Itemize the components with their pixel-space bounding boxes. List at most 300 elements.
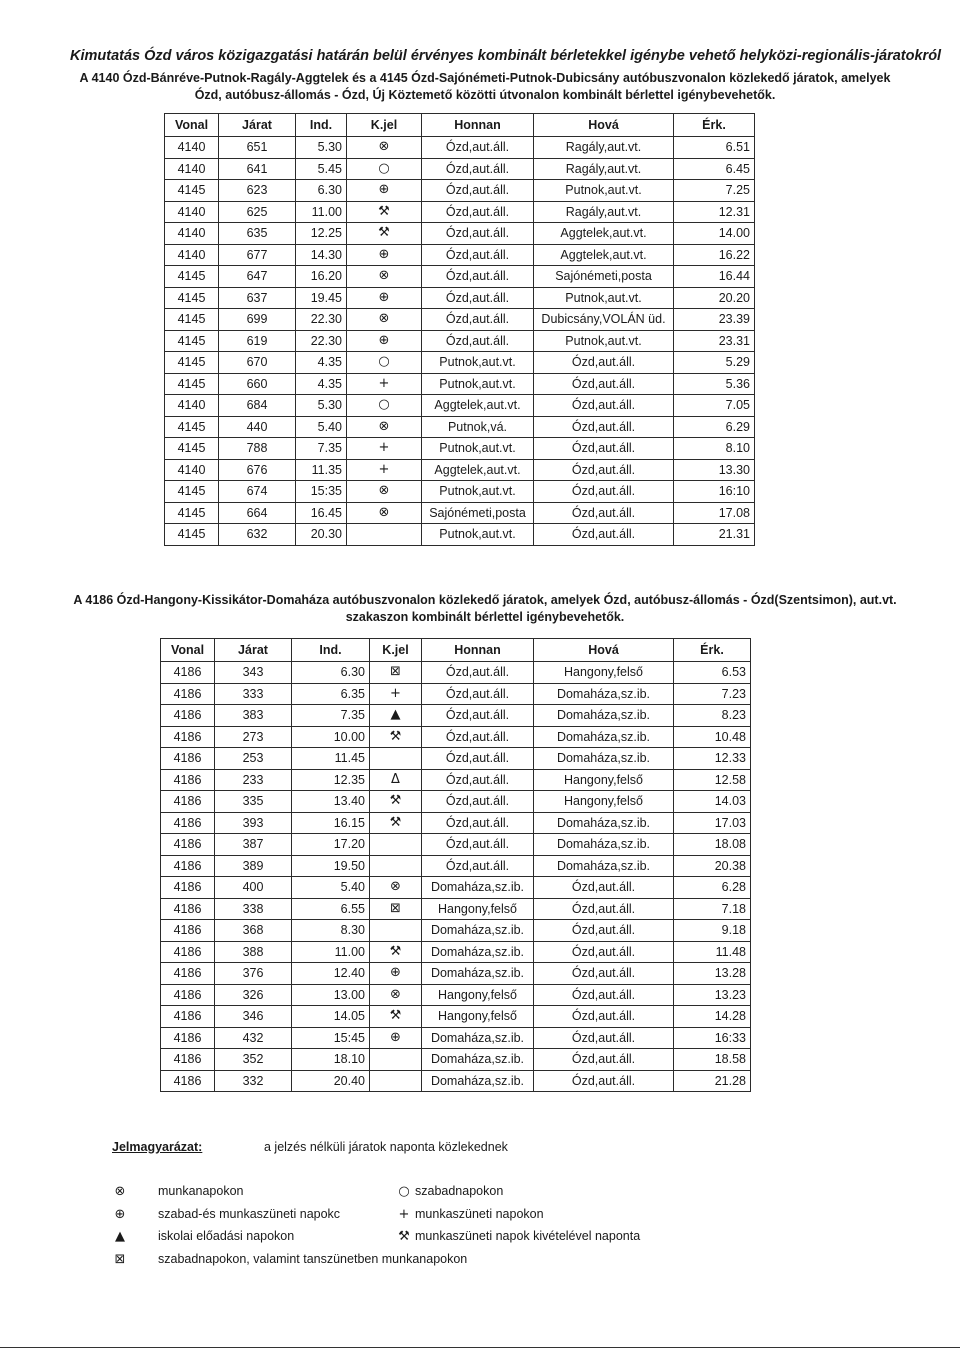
table-row bbox=[161, 748, 751, 770]
cell-ind: 12.25 bbox=[296, 223, 347, 245]
cell-hova: Ragály,aut.vt. bbox=[534, 201, 674, 223]
cell-jarat: 346 bbox=[215, 1006, 292, 1028]
cell-vonal: 4140 bbox=[165, 137, 219, 159]
table-row bbox=[165, 180, 755, 202]
cell-ind: 15:35 bbox=[296, 481, 347, 503]
cell-vonal: 4145 bbox=[165, 352, 219, 374]
cell-hova: Putnok,aut.vt. bbox=[534, 330, 674, 352]
cell-hova: Domaháza,sz.ib. bbox=[534, 705, 674, 727]
cell-vonal: 4145 bbox=[165, 266, 219, 288]
cell-hova: Ózd,aut.áll. bbox=[534, 920, 674, 942]
cell-jarat: 273 bbox=[215, 726, 292, 748]
cell-vonal: 4145 bbox=[165, 373, 219, 395]
cell-kjel bbox=[370, 1070, 422, 1092]
cell-kjel bbox=[370, 834, 422, 856]
cell-kjel: ▲ bbox=[370, 705, 422, 727]
cell-kjel: ⚒ bbox=[347, 223, 422, 245]
cell-vonal: 4186 bbox=[161, 769, 215, 791]
cell-honnan: Putnok,vá. bbox=[422, 416, 534, 438]
cell-kjel: ⚒ bbox=[370, 812, 422, 834]
cell-erk: 13.23 bbox=[674, 984, 751, 1006]
table-row bbox=[165, 330, 755, 352]
cell-vonal: 4186 bbox=[161, 683, 215, 705]
cell-hova: Ózd,aut.áll. bbox=[534, 963, 674, 985]
cell-jarat: 326 bbox=[215, 984, 292, 1006]
cell-ind: 22.30 bbox=[296, 330, 347, 352]
legend-text: iskolai előadási napokon bbox=[158, 1229, 295, 1243]
cell-vonal: 4140 bbox=[165, 395, 219, 417]
cell-hova: Ózd,aut.áll. bbox=[534, 481, 674, 503]
cell-honnan: Ózd,aut.áll. bbox=[422, 158, 534, 180]
cell-ind: 5.40 bbox=[296, 416, 347, 438]
cell-ind: 6.30 bbox=[296, 180, 347, 202]
table-row bbox=[165, 287, 755, 309]
cell-kjel bbox=[370, 855, 422, 877]
cell-hova: Dubicsány,VOLÁN üd. bbox=[534, 309, 674, 331]
cell-kjel: ○ bbox=[347, 352, 422, 374]
cell-erk: 7.23 bbox=[674, 683, 751, 705]
timetable-4186 bbox=[160, 638, 751, 1092]
cell-erk: 12.31 bbox=[674, 201, 755, 223]
cell-jarat: 623 bbox=[219, 180, 296, 202]
cell-ind: 18.10 bbox=[292, 1049, 370, 1071]
cell-vonal: 4186 bbox=[161, 1027, 215, 1049]
cell-vonal: 4186 bbox=[161, 963, 215, 985]
header-vonal: Vonal bbox=[165, 114, 219, 137]
cell-hova: Ózd,aut.áll. bbox=[534, 524, 674, 546]
header-ind: Ind. bbox=[292, 639, 370, 662]
cell-ind: 4.35 bbox=[296, 352, 347, 374]
cell-hova: Domaháza,sz.ib. bbox=[534, 748, 674, 770]
cell-kjel: Δ bbox=[370, 769, 422, 791]
cell-ind: 16.20 bbox=[296, 266, 347, 288]
table-row bbox=[165, 137, 755, 159]
table-row bbox=[161, 941, 751, 963]
cell-honnan: Ózd,aut.áll. bbox=[422, 748, 534, 770]
cell-vonal: 4186 bbox=[161, 920, 215, 942]
section-1-heading: A 4140 Ózd-Bánréve-Putnok-Ragály-Aggtelek és a 4145 Ózd-Sajónémeti-Putnok-Dubicsány autóbuszvonalon közlekedő járatok, amelyek Ózd, autóbusz-állomás - Ózd, Új Köztemető közötti útvonalon kombinált bérlettel igénybevehetők. bbox=[79, 71, 891, 102]
cell-honnan: Ózd,aut.áll. bbox=[422, 287, 534, 309]
cell-hova: Ózd,aut.áll. bbox=[534, 1070, 674, 1092]
cell-jarat: 670 bbox=[219, 352, 296, 374]
cell-ind: 14.05 bbox=[292, 1006, 370, 1028]
legend-note: a jelzés nélküli járatok naponta közlekednek bbox=[264, 1140, 508, 1154]
cell-hova: Ózd,aut.áll. bbox=[534, 941, 674, 963]
cell-jarat: 343 bbox=[215, 662, 292, 684]
cell-erk: 5.36 bbox=[674, 373, 755, 395]
cell-hova: Ózd,aut.áll. bbox=[534, 1049, 674, 1071]
cell-jarat: 619 bbox=[219, 330, 296, 352]
cell-vonal: 4145 bbox=[165, 330, 219, 352]
table-row bbox=[161, 1070, 751, 1092]
cell-ind: 17.20 bbox=[292, 834, 370, 856]
cell-jarat: 651 bbox=[219, 137, 296, 159]
cell-jarat: 400 bbox=[215, 877, 292, 899]
table-row bbox=[165, 459, 755, 481]
cell-ind: 11.00 bbox=[292, 941, 370, 963]
table-row bbox=[165, 244, 755, 266]
cell-vonal: 4186 bbox=[161, 1070, 215, 1092]
cell-jarat: 676 bbox=[219, 459, 296, 481]
cell-ind: 19.45 bbox=[296, 287, 347, 309]
cell-vonal: 4186 bbox=[161, 812, 215, 834]
cell-jarat: 788 bbox=[219, 438, 296, 460]
cell-erk: 16.44 bbox=[674, 266, 755, 288]
cell-jarat: 674 bbox=[219, 481, 296, 503]
header-honnan: Honnan bbox=[422, 114, 534, 137]
header-erk: Érk. bbox=[674, 114, 755, 137]
cell-ind: 12.35 bbox=[292, 769, 370, 791]
cell-ind: 22.30 bbox=[296, 309, 347, 331]
cell-ind: 10.00 bbox=[292, 726, 370, 748]
cell-jarat: 376 bbox=[215, 963, 292, 985]
cell-kjel: ⚒ bbox=[347, 201, 422, 223]
cell-hova: Ózd,aut.áll. bbox=[534, 352, 674, 374]
cell-erk: 7.05 bbox=[674, 395, 755, 417]
cell-jarat: 368 bbox=[215, 920, 292, 942]
cell-honnan: Ózd,aut.áll. bbox=[422, 201, 534, 223]
cell-hova: Putnok,aut.vt. bbox=[534, 180, 674, 202]
table-row bbox=[165, 223, 755, 245]
filled-triangle-icon: ▲ bbox=[115, 1229, 125, 1244]
cell-vonal: 4186 bbox=[161, 855, 215, 877]
cell-ind: 11.45 bbox=[292, 748, 370, 770]
cell-hova: Putnok,aut.vt. bbox=[534, 287, 674, 309]
cell-erk: 14.28 bbox=[674, 1006, 751, 1028]
cell-ind: 5.30 bbox=[296, 395, 347, 417]
legend bbox=[112, 1140, 812, 1274]
cell-honnan: Ózd,aut.áll. bbox=[422, 223, 534, 245]
timetable-4140-4145 bbox=[164, 113, 755, 546]
cell-erk: 13.28 bbox=[674, 963, 751, 985]
cell-kjel bbox=[370, 920, 422, 942]
cell-kjel: ⊗ bbox=[370, 984, 422, 1006]
cell-jarat: 440 bbox=[219, 416, 296, 438]
cell-jarat: 635 bbox=[219, 223, 296, 245]
cell-jarat: 332 bbox=[215, 1070, 292, 1092]
cell-vonal: 4186 bbox=[161, 898, 215, 920]
cell-vonal: 4186 bbox=[161, 877, 215, 899]
cell-hova: Hangony,felső bbox=[534, 662, 674, 684]
cell-erk: 6.51 bbox=[674, 137, 755, 159]
cell-ind: 7.35 bbox=[292, 705, 370, 727]
cell-kjel: ⊠ bbox=[370, 662, 422, 684]
cell-honnan: Hangony,felső bbox=[422, 1006, 534, 1028]
table-row bbox=[161, 855, 751, 877]
cell-erk: 21.31 bbox=[674, 524, 755, 546]
cell-vonal: 4140 bbox=[165, 244, 219, 266]
table-row bbox=[161, 920, 751, 942]
legend-text: szabadnapokon bbox=[415, 1184, 504, 1198]
cell-jarat: 641 bbox=[219, 158, 296, 180]
header-honnan: Honnan bbox=[422, 639, 534, 662]
cell-vonal: 4186 bbox=[161, 834, 215, 856]
cell-jarat: 335 bbox=[215, 791, 292, 813]
cell-jarat: 432 bbox=[215, 1027, 292, 1049]
cell-vonal: 4186 bbox=[161, 748, 215, 770]
cell-kjel: ○ bbox=[347, 158, 422, 180]
cell-jarat: 664 bbox=[219, 502, 296, 524]
cell-ind: 4.35 bbox=[296, 373, 347, 395]
cell-erk: 10.48 bbox=[674, 726, 751, 748]
cell-ind: 16.15 bbox=[292, 812, 370, 834]
cell-honnan: Putnok,aut.vt. bbox=[422, 524, 534, 546]
cell-erk: 8.23 bbox=[674, 705, 751, 727]
boxed-x-icon: ⊠ bbox=[114, 1251, 126, 1267]
cell-honnan: Ózd,aut.áll. bbox=[422, 855, 534, 877]
legend-title: Jelmagyarázat: bbox=[112, 1140, 203, 1154]
cell-jarat: 647 bbox=[219, 266, 296, 288]
cell-honnan: Domaháza,sz.ib. bbox=[422, 1049, 534, 1071]
cell-vonal: 4140 bbox=[165, 201, 219, 223]
circle-icon: ○ bbox=[398, 1184, 410, 1199]
cell-kjel: ○ bbox=[347, 395, 422, 417]
table-row bbox=[161, 1006, 751, 1028]
cell-hova: Ózd,aut.áll. bbox=[534, 416, 674, 438]
legend-text: munkanapokon bbox=[158, 1184, 244, 1198]
cell-honnan: Ózd,aut.áll. bbox=[422, 769, 534, 791]
cell-honnan: Aggtelek,aut.vt. bbox=[422, 395, 534, 417]
cell-kjel: ⊗ bbox=[347, 481, 422, 503]
cell-hova: Ózd,aut.áll. bbox=[534, 373, 674, 395]
cell-jarat: 660 bbox=[219, 373, 296, 395]
header-hova: Hová bbox=[534, 639, 674, 662]
cell-erk: 6.45 bbox=[674, 158, 755, 180]
cell-honnan: Ózd,aut.áll. bbox=[422, 244, 534, 266]
table-row bbox=[161, 705, 751, 727]
cell-jarat: 625 bbox=[219, 201, 296, 223]
cell-kjel: + bbox=[347, 373, 422, 395]
table-row bbox=[161, 812, 751, 834]
cell-hova: Aggtelek,aut.vt. bbox=[534, 244, 674, 266]
cell-honnan: Ózd,aut.áll. bbox=[422, 330, 534, 352]
legend-text: munkaszüneti napokon bbox=[415, 1206, 544, 1221]
header-jarat: Járat bbox=[215, 639, 292, 662]
cell-jarat: 677 bbox=[219, 244, 296, 266]
cell-erk: 11.48 bbox=[674, 941, 751, 963]
cell-honnan: Domaháza,sz.ib. bbox=[422, 963, 534, 985]
cell-honnan: Ózd,aut.áll. bbox=[422, 180, 534, 202]
cell-honnan: Putnok,aut.vt. bbox=[422, 481, 534, 503]
header-ind: Ind. bbox=[296, 114, 347, 137]
cell-kjel: ⊗ bbox=[347, 416, 422, 438]
header-jarat: Járat bbox=[219, 114, 296, 137]
cell-erk: 8.10 bbox=[674, 438, 755, 460]
cell-erk: 5.29 bbox=[674, 352, 755, 374]
cell-jarat: 387 bbox=[215, 834, 292, 856]
cell-kjel: ⊠ bbox=[370, 898, 422, 920]
cell-ind: 5.30 bbox=[296, 137, 347, 159]
cell-erk: 20.20 bbox=[674, 287, 755, 309]
cell-kjel: ⚒ bbox=[370, 791, 422, 813]
cell-hova: Sajónémeti,posta bbox=[534, 266, 674, 288]
cell-honnan: Ózd,aut.áll. bbox=[422, 309, 534, 331]
cell-vonal: 4186 bbox=[161, 726, 215, 748]
cell-vonal: 4145 bbox=[165, 502, 219, 524]
cell-vonal: 4140 bbox=[165, 158, 219, 180]
cell-jarat: 632 bbox=[219, 524, 296, 546]
cell-erk: 13.30 bbox=[674, 459, 755, 481]
table-row bbox=[161, 963, 751, 985]
cell-honnan: Domaháza,sz.ib. bbox=[422, 920, 534, 942]
cell-hova: Ragály,aut.vt. bbox=[534, 137, 674, 159]
table-row bbox=[161, 662, 751, 684]
cell-honnan: Ózd,aut.áll. bbox=[422, 791, 534, 813]
table-row bbox=[165, 352, 755, 374]
cell-jarat: 333 bbox=[215, 683, 292, 705]
table-header-row bbox=[161, 639, 751, 662]
cell-hova: Domaháza,sz.ib. bbox=[534, 726, 674, 748]
legend-text: szabadnapokon, valamint tanszünetben munkanapokon bbox=[158, 1251, 468, 1266]
cell-ind: 12.40 bbox=[292, 963, 370, 985]
cell-erk: 6.29 bbox=[674, 416, 755, 438]
table-row bbox=[165, 395, 755, 417]
cell-vonal: 4186 bbox=[161, 984, 215, 1006]
cell-erk: 23.39 bbox=[674, 309, 755, 331]
cell-jarat: 338 bbox=[215, 898, 292, 920]
cell-kjel: ⚒ bbox=[370, 941, 422, 963]
cell-hova: Ózd,aut.áll. bbox=[534, 898, 674, 920]
cell-honnan: Domaháza,sz.ib. bbox=[422, 1070, 534, 1092]
cell-hova: Ragály,aut.vt. bbox=[534, 158, 674, 180]
cell-kjel: ⊕ bbox=[347, 244, 422, 266]
cell-erk: 6.28 bbox=[674, 877, 751, 899]
cell-erk: 21.28 bbox=[674, 1070, 751, 1092]
cell-ind: 6.55 bbox=[292, 898, 370, 920]
cell-hova: Ózd,aut.áll. bbox=[534, 395, 674, 417]
cell-erk: 14.00 bbox=[674, 223, 755, 245]
cell-vonal: 4145 bbox=[165, 438, 219, 460]
cell-honnan: Domaháza,sz.ib. bbox=[422, 941, 534, 963]
cell-ind: 6.30 bbox=[292, 662, 370, 684]
cell-erk: 12.58 bbox=[674, 769, 751, 791]
cell-ind: 6.35 bbox=[292, 683, 370, 705]
cell-kjel: + bbox=[347, 459, 422, 481]
page-title: Kimutatás Ózd város közigazgatási határán belül érvényes kombinált bérletekkel igénybe vehető helyközi-regionális-járatokról bbox=[70, 48, 942, 64]
cell-ind: 7.35 bbox=[296, 438, 347, 460]
cell-erk: 16:10 bbox=[674, 481, 755, 503]
cell-hova: Hangony,felső bbox=[534, 769, 674, 791]
header-hova: Hová bbox=[534, 114, 674, 137]
cell-erk: 16.22 bbox=[674, 244, 755, 266]
cell-erk: 16:33 bbox=[674, 1027, 751, 1049]
cell-kjel bbox=[347, 524, 422, 546]
cell-erk: 23.31 bbox=[674, 330, 755, 352]
cell-kjel: ⊕ bbox=[347, 287, 422, 309]
cell-jarat: 389 bbox=[215, 855, 292, 877]
table-row bbox=[165, 158, 755, 180]
cell-erk: 7.25 bbox=[674, 180, 755, 202]
table-row bbox=[161, 769, 751, 791]
cell-vonal: 4145 bbox=[165, 481, 219, 503]
cell-erk: 12.33 bbox=[674, 748, 751, 770]
cell-vonal: 4186 bbox=[161, 1006, 215, 1028]
cell-jarat: 253 bbox=[215, 748, 292, 770]
cell-hova: Domaháza,sz.ib. bbox=[534, 812, 674, 834]
table-row bbox=[165, 266, 755, 288]
cell-ind: 20.30 bbox=[296, 524, 347, 546]
header-kjel: K.jel bbox=[370, 639, 422, 662]
cell-ind: 15:45 bbox=[292, 1027, 370, 1049]
cell-hova: Aggtelek,aut.vt. bbox=[534, 223, 674, 245]
cell-honnan: Ózd,aut.áll. bbox=[422, 726, 534, 748]
cell-kjel: ⊗ bbox=[347, 266, 422, 288]
cell-erk: 18.58 bbox=[674, 1049, 751, 1071]
cell-honnan: Putnok,aut.vt. bbox=[422, 438, 534, 460]
circled-plus-icon: ⊕ bbox=[114, 1206, 126, 1222]
cell-hova: Domaháza,sz.ib. bbox=[534, 834, 674, 856]
cell-honnan: Domaháza,sz.ib. bbox=[422, 1027, 534, 1049]
cell-ind: 20.40 bbox=[292, 1070, 370, 1092]
cell-kjel: ⚒ bbox=[370, 726, 422, 748]
cell-ind: 19.50 bbox=[292, 855, 370, 877]
table-row bbox=[165, 309, 755, 331]
cell-kjel bbox=[370, 748, 422, 770]
cell-jarat: 233 bbox=[215, 769, 292, 791]
circled-x-icon: ⊗ bbox=[114, 1184, 126, 1199]
table-row bbox=[161, 898, 751, 920]
cell-kjel: + bbox=[347, 438, 422, 460]
table-row bbox=[161, 984, 751, 1006]
table-row bbox=[161, 1027, 751, 1049]
page-bottom-rule bbox=[0, 1347, 960, 1348]
cell-hova: Ózd,aut.áll. bbox=[534, 1027, 674, 1049]
cell-kjel: ⊕ bbox=[347, 180, 422, 202]
cell-kjel: ⊗ bbox=[347, 502, 422, 524]
cell-kjel: + bbox=[370, 683, 422, 705]
cell-hova: Ózd,aut.áll. bbox=[534, 984, 674, 1006]
plus-icon: + bbox=[398, 1206, 410, 1222]
cell-honnan: Aggtelek,aut.vt. bbox=[422, 459, 534, 481]
table-row bbox=[161, 791, 751, 813]
cell-honnan: Ózd,aut.áll. bbox=[422, 683, 534, 705]
cell-vonal: 4186 bbox=[161, 662, 215, 684]
table-row bbox=[161, 877, 751, 899]
table-row bbox=[165, 373, 755, 395]
cell-ind: 13.00 bbox=[292, 984, 370, 1006]
cell-vonal: 4186 bbox=[161, 705, 215, 727]
crossed-hammers-icon: ⚒ bbox=[398, 1229, 410, 1244]
cell-erk: 18.08 bbox=[674, 834, 751, 856]
cell-hova: Hangony,felső bbox=[534, 791, 674, 813]
cell-hova: Ózd,aut.áll. bbox=[534, 459, 674, 481]
cell-ind: 14.30 bbox=[296, 244, 347, 266]
table-row bbox=[165, 524, 755, 546]
cell-hova: Ózd,aut.áll. bbox=[534, 502, 674, 524]
cell-honnan: Sajónémeti,posta bbox=[422, 502, 534, 524]
table-row bbox=[161, 726, 751, 748]
cell-erk: 9.18 bbox=[674, 920, 751, 942]
cell-hova: Ózd,aut.áll. bbox=[534, 877, 674, 899]
cell-honnan: Domaháza,sz.ib. bbox=[422, 877, 534, 899]
table-row bbox=[165, 416, 755, 438]
table-row bbox=[165, 438, 755, 460]
cell-kjel bbox=[370, 1049, 422, 1071]
cell-ind: 5.40 bbox=[292, 877, 370, 899]
cell-vonal: 4186 bbox=[161, 941, 215, 963]
cell-erk: 14.03 bbox=[674, 791, 751, 813]
cell-kjel: ⊗ bbox=[347, 309, 422, 331]
cell-hova: Domaháza,sz.ib. bbox=[534, 683, 674, 705]
cell-honnan: Ózd,aut.áll. bbox=[422, 137, 534, 159]
table-row bbox=[165, 201, 755, 223]
cell-kjel: ⊗ bbox=[347, 137, 422, 159]
cell-honnan: Ózd,aut.áll. bbox=[422, 812, 534, 834]
cell-vonal: 4140 bbox=[165, 459, 219, 481]
cell-ind: 16.45 bbox=[296, 502, 347, 524]
cell-erk: 20.38 bbox=[674, 855, 751, 877]
cell-jarat: 684 bbox=[219, 395, 296, 417]
